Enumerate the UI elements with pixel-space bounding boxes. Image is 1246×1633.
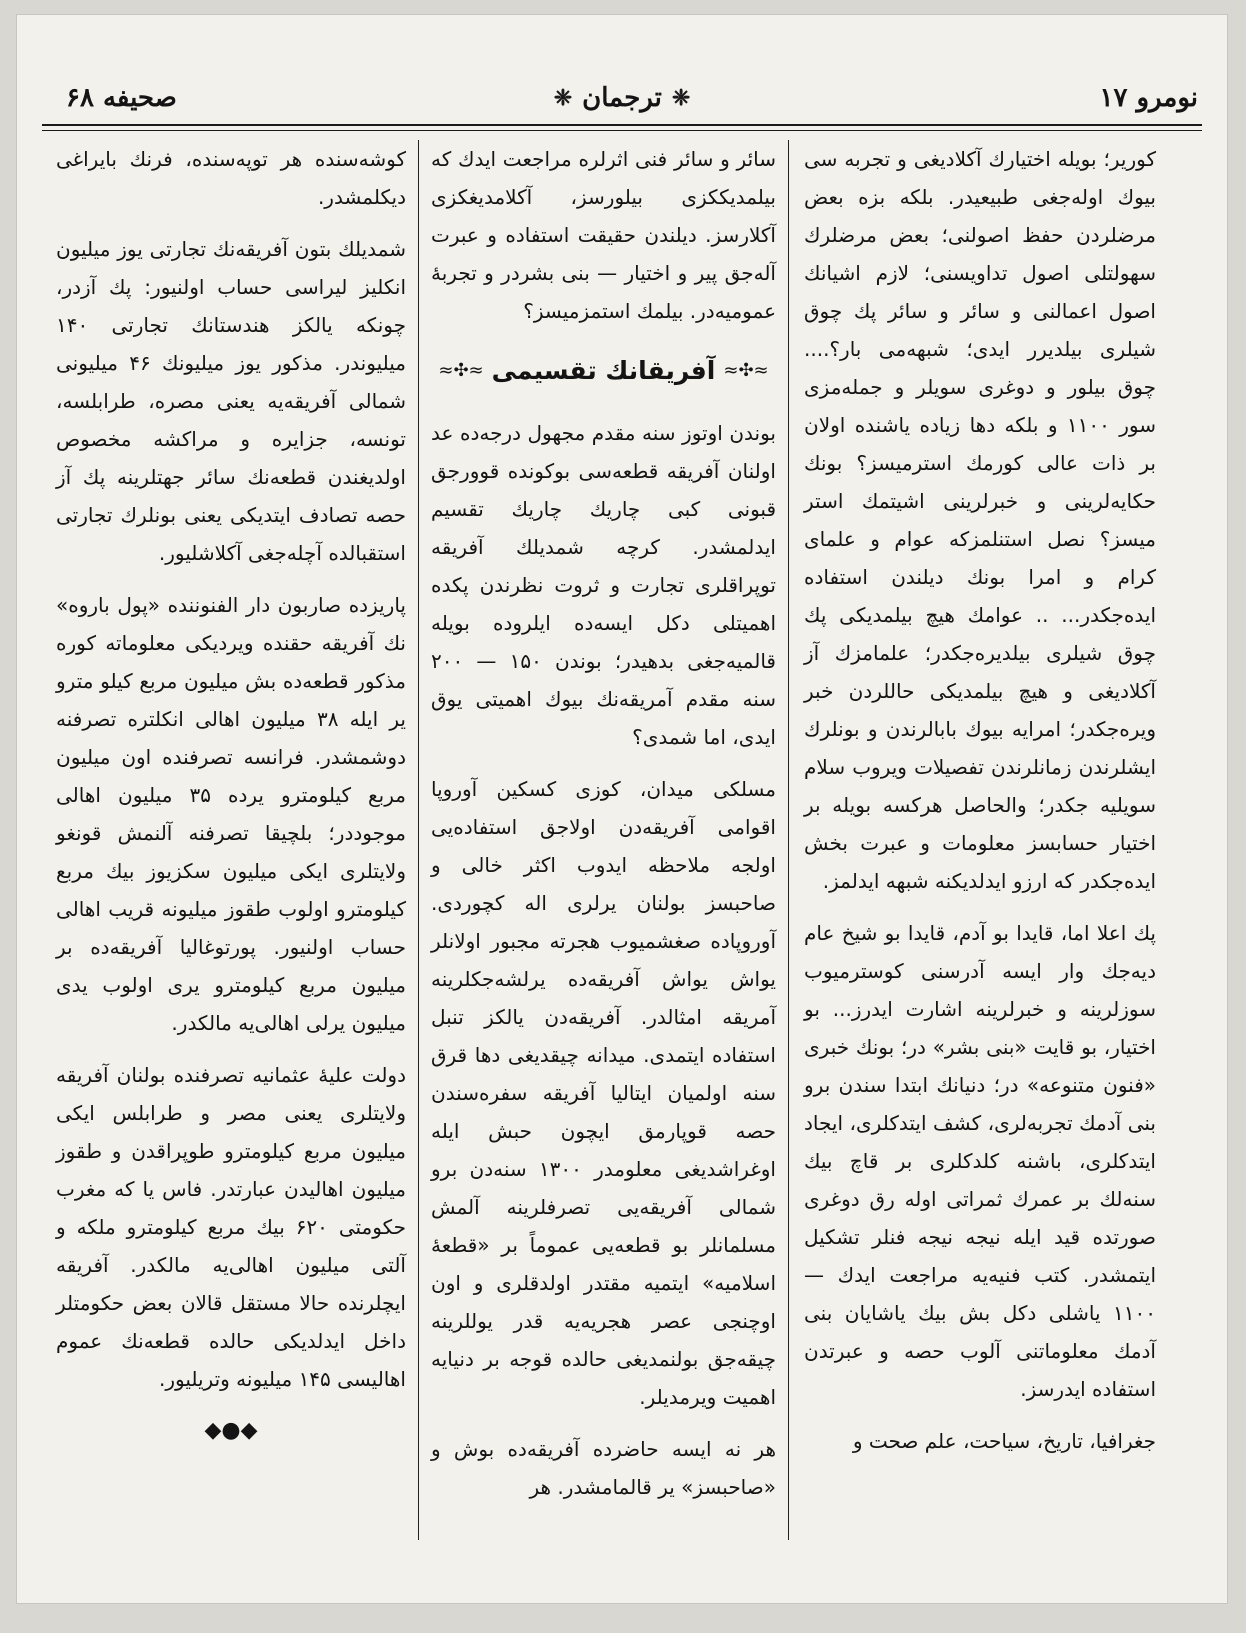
section-title: آفریقانك تقسیمی bbox=[491, 356, 716, 385]
page-header bbox=[38, 74, 1206, 122]
paragraph: کوریر؛ بویله اختیارك آکلادیغی و تجربه سی بیوك اوله‌جغی طبیعیدر. بلکه بزه بعض مرضلردن حفظ اصولنی؛ بعض مرضلرك سهولتلی اصول تداویسنی؛ لازم اشیانك اصول اعمالنی و سائر و سائر پك چوق شیلری بیلدیرر ایدی؛ شبهه‌می بار؟.... چوق بیلور و دوغری سویلر و جمله‌مزی سور ۱۱۰۰ و بلکه دها زیاده یاشنده اولان بر ذات عالی کورمك استرمیسز؟ بونك حکایه‌لرینی و خبرلرینی اشیتمك استر میسز؟ نصل استنلمزکه عوام و علمای کرام و امرا بونك دیلندن استفاده ایده‌جکدر... .. عوامك هیچ بیلمدیکی پك چوق شیلری بیلدیره‌جکدر؛ علمامزك آز آکلادیغی و هیچ بیلمدیکی حاللردن خبر ویره‌جکدر؛ امرایه بیوك بابالرندن و بونلرك ایشلرندن زمانلرندن تفصیلات ویروب سلام سویلیه جکدر؛ والحاصل هرکسه بویله بر اختیار حسابسز معلومات و عبرت بخش ایده‌جکدر که ارزو ایدلدیکنه شبهه ایدلمز. bbox=[804, 147, 1157, 893]
paragraph: دولت علیهٔ عثمانیه تصرفنده بولنان آفریقه ولایتلری یعنی مصر و طرابلس ایکی میلیون مربع کیلومترو طوپراقدن و طقوز میلیون اهالیدن عبارتدر. فاس یا که مغرب حکومتی ۶۲۰ بیك مربع کیلومترو ملکه و آلتی میلیون اهالی‌یه مالکدر. آفریقه ایچلرنده حالا مستقل قالان بعض حکومتلر داخل ایدلدیکی حالده قطعه‌نك عموم اهالیسی ۱۴۵ میلیونه وتریلیور. bbox=[56, 1063, 406, 1391]
column-middle bbox=[431, 140, 776, 1520]
ornament-icon: ❈ bbox=[553, 85, 573, 111]
column-right bbox=[804, 140, 1156, 1520]
paragraph: بوندن اوتوز سنه مقدم مجهول درجه‌ده عد اولنان آفریقه قطعه‌سی بوکونده قوورجق قبونی کبی چاریك چاریك تقسیم ایدلمشدر. کرچه شمدیلك آفریقه توپراقلری تجارت و ثروت نظرندن پکده اهمیتلی دکل ایسه‌ده ایلروده بویله قالمیه‌جغی بدهیدر؛ بوندن ۱۵۰ — ۲۰۰ سنه مقدم آمریقه‌نك بیوك اهمیتی یوق ایدی، اما شمدی؟ bbox=[431, 421, 776, 749]
paragraph: پاریزده صاربون دار الفنوننده «پول باروه» نك آفریقه حقنده ویردیکی معلوماته کوره مذکور قطعه‌ده بش میلیون مربع کیلو مترو یر ایله ۳۸ میلیون اهالی انکلتره تصرفنه دوشمشدر. فرانسه تصرفنده اون میلیون مربع کیلومترو یرده ۳۵ میلیون اهالی موجوددر؛ بلچیقا تصرفنه آلنمش قونغو ولایتلری ایکی میلیون سکزیوز بیك مربع کیلومترو اولوب طقوز میلیونه قریب اهالی حساب اولنیور. پورتوغالیا آفریقه‌ده بر میلیون مربع کیلومترو یری اولوب یدی میلیون یرلی اهالی‌یه مالکدر. bbox=[56, 593, 406, 1035]
end-ornament-icon: ◆●◆ bbox=[204, 1418, 258, 1443]
header-rule-thin bbox=[42, 130, 1202, 131]
ornament-icon: ❈ bbox=[671, 85, 691, 111]
flourish-icon: ≈✣≈ bbox=[723, 360, 769, 381]
paragraph: شمدیلك بتون آفریقه‌نك تجارتی یوز میلیون انکلیز لیراسی حساب اولنیور: پك آزدر، چونکه یالکز هندستانك تجارتی ۱۴۰ میلیوندر. مذکور یوز میلیونك ۴۶ میلیونی شمالی آفریقه‌یه یعنی مصره، طرابلسه، تونسه، جزایره و مراکشه مخصوص اولدیغندن قطعه‌نك سائر جهتلرینه پك آز حصه تصادف ایتدیکی یعنی بونلرك تجارتی استقبالده آچله‌جغی آکلاشلیور. bbox=[56, 237, 406, 565]
paragraph: هر نه ایسه حاضرده آفریقه‌ده بوش و «صاحبسز» یر قالمامشدر. هر bbox=[431, 1437, 776, 1499]
masthead-title: ترجمان bbox=[582, 83, 662, 113]
paragraph: کوشه‌سنده هر توپه‌سنده، فرنك بایراغی دیکلمشدر. bbox=[56, 147, 406, 209]
issue-number: نومرو ۱۷ bbox=[1099, 83, 1198, 113]
paragraph: پك اعلا اما، قایدا بو آدم، قایدا بو شیخ عام دیه‌جك وار ایسه آدرسنی کوسترمیوب سوزلرینه و خبرلرینه اشارت ایدرز... بو اختیار، بو قایت «بنی بشر» در؛ بونك خبری «فنون متنوعه» در؛ دنیانك ابتدا سندن برو بنی آدمك تجربه‌لری، کشف ایتدکلری، ایجاد ایتدکلری، باشنه کلدکلری بر قاچ بیك سنه‌لك بر عمرك ثمراتی اوله رق دوغری صورتده قید ایله نیجه نیجه فنلر تشکیل ایتمشدر. کتب فنیه‌یه مراجعت ایدك — ۱۱۰۰ یاشلی دکل بش بیك یاشایان بنی آدمك معلوماتنی آلوب حصه و عبرتدن استفاده ایدرسز. bbox=[804, 921, 1156, 1401]
column-divider bbox=[788, 140, 789, 1540]
newspaper-page bbox=[16, 14, 1228, 1604]
header-rule bbox=[42, 124, 1202, 126]
column-left bbox=[56, 140, 406, 1520]
paragraph: جغرافیا، تاریخ، سیاحت، علم صحت و bbox=[852, 1429, 1156, 1453]
flourish-icon: ≈✣≈ bbox=[438, 360, 484, 381]
section-heading bbox=[431, 352, 776, 390]
page-number: صحیفه ۶۸ bbox=[66, 83, 177, 113]
paragraph: سائر و سائر فنی اثرلره مراجعت ایدك که بیلمدیککزی بیلورسز، آکلامدیغکزی آکلارسز. دیلندن حقیقت استفاده و عبرت آله‌جق پیر و اختیار — بنی بشردر و تجربهٔ عمومیه‌در. بیلمك استمزمیسز؟ bbox=[431, 147, 776, 323]
paragraph: مسلکی میدان، کوزی کسکین آوروپا اقوامی آفریقه‌دن اولاجق استفاده‌یی اولجه ملاحظه ایدوب اکثر خالی و صاحبسز بولنان یرلری اله کچوردی. آوروپاده صغشمیوب هجرته مجبور اولانلر یواش یواش آفریقه‌ده یرلشه‌جکلرینه آمریقه امثالدر. آفریقه‌دن یالکز تنبل استفاده ایتمدی. میدانه چیقدیغی دها قرق سنه اولمیان ایتالیا آفریقه سفره‌سندن حصه قوپارمق ایچون حبش ایله اوغراشدیغی معلومدر ۱۳۰۰ سنه‌دن برو شمالی آفریقه‌یی تصرفلرینه آلمش مسلمانلر بو قطعه‌یی عموماً بر «قطعهٔ اسلامیه» ایتمیه مقتدر اولدقلری و اون اوچنجی عصر هجریه‌یه قدر یوللرینه چیقه‌جق بولنمدیغی حالده قوجه بر دنیایه اهمیت ویرمدیلر. bbox=[431, 777, 776, 1409]
masthead bbox=[554, 82, 691, 114]
column-divider bbox=[418, 140, 419, 1540]
